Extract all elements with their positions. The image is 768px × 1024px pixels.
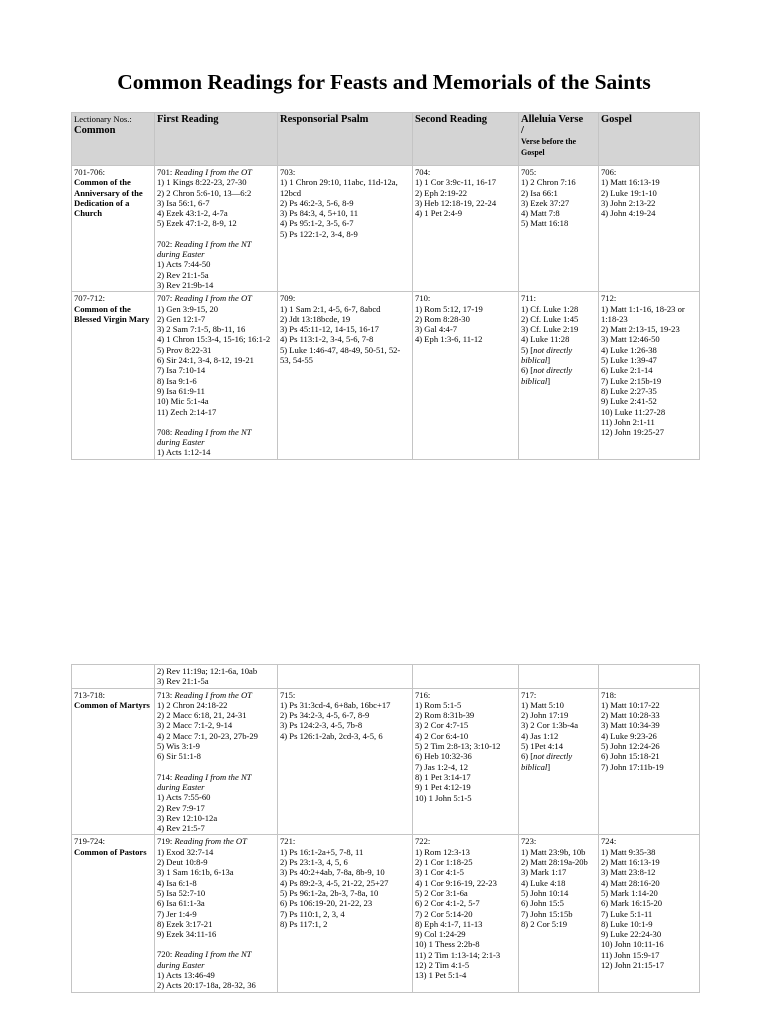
reading-line: 723:: [521, 836, 537, 847]
cell-second-reading: [413, 292, 519, 459]
reading-heading-line: [157, 239, 275, 260]
reading-line: 6) Isa 61:1-3a: [157, 898, 205, 909]
reading-type-label: Reading I from the OT: [174, 689, 252, 700]
reading-line: 9) Ezek 34:11-16: [157, 929, 217, 940]
reading-number: 720:: [157, 949, 175, 960]
reading-line: 4) 2 Cor 6:4-10: [415, 730, 469, 741]
reading-line: 3) Matt 23:8-12: [601, 867, 656, 878]
cell-first-reading: [155, 292, 278, 459]
reading-line: 1) Rom 5:1-5: [415, 699, 462, 710]
reading-line: 10) John 10:11-16: [601, 939, 664, 950]
common-numbers: 707-712:: [74, 293, 106, 304]
reading-line: 721:: [280, 836, 296, 847]
reading-number: 714:: [157, 771, 175, 782]
reading-line: 6) Ps 106:19-20, 21-22, 23: [280, 898, 373, 909]
reading-line: 2) Matt 28:19a-20b: [521, 857, 588, 868]
cell-psalm: [278, 835, 413, 992]
reading-line: 1) Matt 5:10: [521, 699, 564, 710]
reading-line: 2) Ps 34:2-3, 4-5, 6-7, 8-9: [280, 710, 370, 721]
reading-line: 705:: [521, 167, 537, 177]
reading-line: 2) Gen 12:1-7: [157, 313, 206, 324]
reading-type-label: Reading I from the OT: [174, 293, 252, 304]
header-psalm: Responsorial Psalm: [278, 113, 413, 166]
reading-line: 4) Matt 7:8: [521, 208, 560, 219]
reading-line: 4) Isa 6:1-8: [157, 877, 197, 888]
reading-line: 2) Rev 7:9-17: [157, 802, 205, 813]
cell-psalm: [278, 166, 413, 292]
spacer: [157, 939, 275, 949]
reading-line: 709:: [280, 293, 296, 304]
reading-line: 4) 1 Cor 9:16-19, 22-23: [415, 877, 497, 888]
reading-heading-line: [157, 836, 275, 846]
reading-line: 7) 2 Cor 5:14-20: [415, 908, 473, 919]
reading-line: 8) Ezek 3:17-21: [157, 918, 213, 929]
reading-line: 4) Ps 126:1-2ab, 2cd-3, 4-5, 6: [280, 730, 383, 741]
reading-line: 5) Ezek 47:1-2, 8-9, 12: [157, 218, 237, 229]
reading-line: 4) Eph 1:3-6, 11-12: [415, 334, 483, 345]
reading-line: 2) 1 Cor 1:18-25: [415, 857, 473, 868]
reading-line: 6) Mark 16:15-20: [601, 898, 663, 909]
reading-line: 1) Matt 10:17-22: [601, 699, 660, 710]
cell-gospel: [599, 835, 700, 992]
table-row-continued: [72, 665, 700, 689]
reading-line: 704:: [415, 167, 431, 177]
reading-line: 2) Rom 8:31b-39: [415, 710, 475, 721]
reading-number: 708:: [157, 426, 175, 437]
reading-line: 8) Isa 9:1-6: [157, 375, 197, 386]
reading-line: 3) Ps 84:3, 4, 5+10, 11: [280, 208, 359, 219]
reading-line: 711:: [521, 293, 536, 304]
reading-line: 10) Luke 11:27-28: [601, 406, 666, 417]
cell-alleluia: [519, 166, 599, 292]
reading-line: 9) Col 1:24-29: [415, 929, 466, 940]
table-row: [72, 292, 700, 459]
reading-heading-line: [157, 949, 275, 970]
reading-line: 3) Matt 10:34-39: [601, 720, 660, 731]
reading-line: 7) Isa 7:10-14: [157, 365, 206, 376]
cell-second-reading: [413, 166, 519, 292]
reading-line: 722:: [415, 836, 431, 847]
reading-line: 12) 2 Tim 4:1-5: [415, 960, 470, 971]
reading-line: 1) Ps 16:1-2a+5, 7-8, 11: [280, 846, 364, 857]
reading-type-label: Reading I from the NT during Easter: [157, 238, 254, 260]
reading-line: 7) John 15:15b: [521, 908, 573, 919]
reading-number: 719:: [157, 836, 175, 847]
reading-line: 6) [not directly biblical]: [521, 751, 575, 772]
reading-line: 718:: [601, 689, 617, 700]
reading-line: 5) 1Pet 4:14: [521, 741, 564, 752]
reading-line: 8) 2 Cor 5:19: [521, 918, 568, 929]
reading-line: 9) 1 Pet 4:12-19: [415, 782, 471, 793]
reading-number: 713:: [157, 689, 175, 700]
reading-line: 3) Ps 124:2-3, 4-5, 7b-8: [280, 720, 363, 731]
reading-line: 5) Luke 1:39-47: [601, 355, 657, 366]
cell-common: [72, 665, 155, 689]
reading-line: 717:: [521, 689, 537, 700]
reading-line: 7) Jas 1:2-4, 12: [415, 761, 468, 772]
readings-table-top: [71, 112, 700, 460]
reading-line: 3) 2 Macc 7:1-2, 9-14: [157, 720, 233, 731]
reading-line: 1) Rom 12:3-13: [415, 846, 470, 857]
reading-line: 3) Rev 21:1-5a: [157, 676, 209, 687]
header-common: [72, 113, 155, 166]
reading-line: 3) 2 Sam 7:1-5, 8b-11, 16: [157, 324, 246, 335]
spacer: [157, 417, 275, 427]
common-numbers: 719-724:: [74, 836, 106, 847]
reading-line: 5) [not directly biblical]: [521, 344, 575, 366]
reading-line: 7) Luke 5:1-11: [601, 908, 653, 919]
reading-line: 4) Ezek 43:1-2, 4-7a: [157, 208, 228, 219]
reading-line: 706:: [601, 167, 617, 177]
table-row: [72, 835, 700, 992]
reading-line: 6) Sir 24:1, 3-4, 8-12, 19-21: [157, 355, 254, 366]
reading-line: 710:: [415, 293, 431, 304]
cell-gospel: [599, 166, 700, 292]
reading-line: 5) Wis 3:1-9: [157, 741, 200, 752]
reading-line: 9) Luke 22:24-30: [601, 929, 662, 940]
common-name: Common of the Anniversary of the Dedication of a Church: [74, 177, 143, 219]
reading-line: 4) 1 Pet 2:4-9: [415, 208, 463, 219]
reading-line: 4) Rev 21:5-7: [157, 823, 205, 834]
common-numbers: 701-706:: [74, 167, 106, 177]
reading-line: 6) Sir 51:1-8: [157, 751, 201, 762]
reading-line: 3) Rev 21:9b-14: [157, 279, 214, 290]
reading-line: 3) Mark 1:17: [521, 867, 567, 878]
reading-line: 3) John 2:13-22: [601, 197, 656, 208]
reading-line: 4) Luke 1:26-38: [601, 344, 657, 355]
italic-note: not directly biblical: [521, 365, 575, 386]
cell-common: [72, 688, 155, 835]
header-first-reading: First Reading: [155, 113, 278, 166]
reading-line: 3) Rev 12:10-12a: [157, 812, 218, 823]
reading-line: 703:: [280, 167, 296, 177]
reading-line: 5) 2 Tim 2:8-13; 3:10-12: [415, 741, 501, 752]
reading-line: 1) Gen 3:9-15, 20: [157, 303, 219, 314]
header-alleluia-sub: Verse before the Gospel: [521, 137, 577, 157]
reading-line: 1) Acts 1:12-14: [157, 447, 211, 458]
reading-line: 5) John 10:14: [521, 887, 569, 898]
reading-line: 4) Luke 9:23-26: [601, 730, 657, 741]
reading-line: 4) Jas 1:12: [521, 730, 559, 741]
reading-line: 2) Jdt 13:18bcde, 19: [280, 313, 351, 324]
reading-heading-line: [157, 293, 275, 303]
reading-line: 4) Ps 89:2-3, 4-5, 21-22, 25+27: [280, 877, 389, 888]
reading-line: 1) 2 Chron 7:16: [521, 177, 576, 188]
reading-line: 8) Eph 4:1-7, 11-13: [415, 918, 483, 929]
readings-table-bottom: [71, 664, 700, 993]
reading-line: 1) 1 Cor 3:9c-11, 16-17: [415, 177, 497, 188]
reading-line: 11) John 2:1-11: [601, 416, 655, 427]
reading-heading-line: [157, 772, 275, 793]
cell-first-reading: [155, 166, 278, 292]
reading-line: 10) 1 Thess 2:2b-8: [415, 939, 480, 950]
reading-type-label: Reading I from the NT during Easter: [157, 771, 254, 792]
cell-common: [72, 166, 155, 292]
reading-heading-line: [157, 690, 275, 700]
reading-line: 8) Luke 10:1-9: [601, 918, 653, 929]
cell-psalm: [278, 688, 413, 835]
reading-line: 3) 1 Sam 16:1b, 6-13a: [157, 867, 234, 878]
reading-line: 2) 2 Chron 5:6-10, 13—6:2: [157, 187, 252, 198]
reading-line: 4) Matt 28:16-20: [601, 877, 660, 888]
reading-line: 2) Rev 21:1-5a: [157, 269, 209, 280]
reading-line: 2) Acts 20:17-18a, 28-32, 36: [157, 980, 256, 991]
reading-line: 4) Luke 4:18: [521, 877, 566, 888]
reading-line: 3) Matt 12:46-50: [601, 334, 660, 345]
cell-second-reading: [413, 665, 519, 689]
reading-line: 2) Cf. Luke 1:45: [521, 313, 579, 324]
cell-alleluia: [519, 665, 599, 689]
reading-line: 3) Cf. Luke 2:19: [521, 324, 579, 335]
header-second-reading: Second Reading: [413, 113, 519, 166]
cell-gospel: [599, 688, 700, 835]
reading-line: 11) 2 Tim 1:13-14; 2:1-3: [415, 949, 501, 960]
reading-line: 11) John 15:9-17: [601, 949, 660, 960]
reading-line: 712:: [601, 293, 617, 304]
reading-line: 3) Ezek 37:27: [521, 197, 570, 208]
table-row: [72, 688, 700, 835]
cell-psalm: [278, 292, 413, 459]
reading-line: 1) 1 Chron 29:10, 11abc, 11d-12a, 12bcd: [280, 177, 400, 198]
reading-line: 1) Acts 13:46-49: [157, 970, 215, 981]
common-name: Common of the Blessed Virgin Mary: [74, 303, 150, 324]
reading-heading-line: [157, 427, 275, 448]
reading-line: 3) Isa 56:1, 6-7: [157, 197, 210, 208]
reading-line: 7) Ps 110:1, 2, 3, 4: [280, 908, 345, 919]
reading-type-label: Reading I from the OT: [174, 167, 252, 177]
table-row: [72, 166, 700, 292]
reading-line: 10) Mic 5:1-4a: [157, 396, 209, 407]
cell-alleluia: [519, 688, 599, 835]
reading-line: 3) Ps 40:2+4ab, 7-8a, 8b-9, 10: [280, 867, 385, 878]
reading-line: 5) Matt 16:18: [521, 218, 569, 229]
reading-line: 2) Matt 2:13-15, 19-23: [601, 324, 680, 335]
reading-line: 1) Exod 32:7-14: [157, 846, 214, 857]
reading-line: 3) Ps 45:11-12, 14-15, 16-17: [280, 324, 379, 335]
cell-first-reading: [155, 835, 278, 992]
reading-line: 5) Luke 1:46-47, 48-49, 50-51, 52-53, 54-55: [280, 344, 401, 366]
cell-psalm: [278, 665, 413, 689]
reading-line: 1) 1 Kings 8:22-23, 27-30: [157, 177, 247, 188]
reading-line: 1) Matt 1:1-16, 18-23 or 1:18-23: [601, 303, 687, 324]
reading-line: 1) 2 Chron 24:18-22: [157, 699, 228, 710]
reading-line: 1) Rom 5:12, 17-19: [415, 303, 483, 314]
table-header-row: [72, 113, 700, 166]
reading-line: 2) 2 Macc 6:18, 21, 24-31: [157, 710, 247, 721]
header-alleluia: [519, 113, 599, 166]
reading-line: 2) Eph 2:19-22: [415, 187, 468, 198]
reading-line: 2) John 17:19: [521, 710, 569, 721]
reading-line: 4) Luke 11:28: [521, 334, 570, 345]
spacer: [157, 229, 275, 239]
header-lectionary-label: Lectionary Nos.:: [74, 114, 132, 124]
reading-line: 716:: [415, 689, 431, 700]
common-numbers: 713-718:: [74, 689, 106, 700]
reading-line: 715:: [280, 689, 296, 700]
cell-alleluia: [519, 835, 599, 992]
reading-line: 4) 2 Macc 7:1, 20-23, 27b-29: [157, 730, 258, 741]
reading-line: 5) Isa 52:7-10: [157, 887, 206, 898]
common-name: Common of Martyrs: [74, 699, 150, 710]
reading-line: 1) Matt 9:35-38: [601, 846, 656, 857]
reading-line: 1) Matt 23:9b, 10b: [521, 846, 586, 857]
reading-type-label: Reading I from the NT during Easter: [157, 949, 254, 970]
cell-second-reading: [413, 688, 519, 835]
reading-line: 7) Jer 1:4-9: [157, 908, 197, 919]
reading-line: 1) Matt 16:13-19: [601, 177, 660, 188]
reading-line: 5) 2 Cor 3:1-6a: [415, 887, 468, 898]
reading-line: 5) John 12:24-26: [601, 741, 660, 752]
cell-gospel: [599, 292, 700, 459]
reading-line: 7) Luke 2:15b-19: [601, 375, 662, 386]
reading-line: 5) Mark 1:14-20: [601, 887, 658, 898]
header-alleluia-label: Alleluia Verse: [521, 114, 584, 125]
cell-gospel: [599, 665, 700, 689]
reading-line: 4) John 4:19-24: [601, 208, 656, 219]
reading-line: 6) John 15:5: [521, 898, 564, 909]
reading-line: 1) Acts 7:55-60: [157, 792, 211, 803]
reading-line: 2) Matt 16:13-19: [601, 857, 660, 868]
reading-line: 2) Ps 23:1-3, 4, 5, 6: [280, 857, 348, 868]
reading-line: 13) 1 Pet 5:1-4: [415, 970, 467, 981]
reading-line: 3) Gal 4:4-7: [415, 324, 458, 335]
reading-line: 2) Rev 11:19a; 12:1-6a, 10ab: [157, 666, 258, 676]
reading-number: 707:: [157, 293, 175, 304]
reading-line: 3) Heb 12:18-19, 22-24: [415, 197, 497, 208]
cell-first-reading: [155, 688, 278, 835]
cell-second-reading: [413, 835, 519, 992]
reading-line: 6) John 15:18-21: [601, 751, 660, 762]
reading-line: 9) Isa 61:9-11: [157, 385, 205, 396]
spacer: [157, 762, 275, 772]
reading-line: 1) 1 Sam 2:1, 4-5, 6-7, 8abcd: [280, 303, 381, 314]
reading-number: 702:: [157, 238, 175, 249]
header-common-label: Common: [74, 125, 116, 136]
reading-line: 4) Ps 113:1-2, 3-4, 5-6, 7-8: [280, 334, 374, 345]
reading-type-label: Reading I from the NT during Easter: [157, 426, 254, 448]
reading-number: 701:: [157, 167, 175, 177]
reading-line: 2) Ps 46:2-3, 5-6, 8-9: [280, 197, 354, 208]
reading-line: 3) 1 Cor 4:1-5: [415, 867, 464, 878]
cell-alleluia: [519, 292, 599, 459]
page-title: Common Readings for Feasts and Memorials of the Saints: [117, 70, 651, 94]
reading-line: 12) John 21:15-17: [601, 960, 665, 971]
reading-line: 6) [not directly biblical]: [521, 365, 575, 386]
reading-line: 4) 1 Chron 15:3-4, 15-16; 16:1-2: [157, 334, 271, 345]
reading-line: 3) 2 Cor 4:7-15: [415, 720, 469, 731]
reading-line: 2) Matt 10:28-33: [601, 710, 660, 721]
reading-line: 4) Ps 95:1-2, 3-5, 6-7: [280, 218, 354, 229]
reading-line: 10) 1 John 5:1-5: [415, 792, 472, 803]
cell-common: [72, 835, 155, 992]
reading-heading-line: [157, 167, 275, 177]
reading-line: 9) Luke 2:41-52: [601, 396, 657, 407]
reading-line: 6) 2 Cor 4:1-2, 5-7: [415, 898, 480, 909]
reading-line: 8) 1 Pet 3:14-17: [415, 771, 471, 782]
reading-line: 8) Ps 117:1, 2: [280, 918, 328, 929]
reading-line: 1) Cf. Luke 1:28: [521, 303, 579, 314]
reading-line: 11) Zech 2:14-17: [157, 406, 217, 417]
reading-line: 2) Isa 66:1: [521, 187, 558, 198]
reading-line: 5) Prov 8:22-31: [157, 344, 212, 355]
reading-line: 7) John 17:11b-19: [601, 761, 664, 772]
italic-note: not directly biblical: [521, 751, 575, 772]
header-alleluia-slash: /: [521, 125, 524, 136]
cell-common: [72, 292, 155, 459]
reading-line: 2) Luke 19:1-10: [601, 187, 657, 198]
reading-line: 3) 2 Cor 1:3b-4a: [521, 720, 579, 731]
reading-line: 2) Rom 8:28-30: [415, 313, 470, 324]
reading-line: 6) Luke 2:1-14: [601, 365, 653, 376]
reading-line: 12) John 19:25-27: [601, 427, 665, 438]
reading-line: 724:: [601, 836, 617, 847]
reading-line: 8) Luke 2:27-35: [601, 385, 657, 396]
reading-line: 5) Ps 122:1-2, 3-4, 8-9: [280, 228, 358, 239]
reading-line: 6) Heb 10:32-36: [415, 751, 472, 762]
italic-note: not directly biblical: [521, 344, 575, 366]
reading-line: 5) Ps 96:1-2a, 2b-3, 7-8a, 10: [280, 887, 379, 898]
cell-first-reading: [155, 665, 278, 689]
reading-line: 1) Ps 31:3cd-4, 6+8ab, 16bc+17: [280, 699, 391, 710]
header-gospel: Gospel: [599, 113, 700, 166]
reading-type-label: Reading from the OT: [174, 836, 247, 847]
reading-line: 1) Acts 7:44-50: [157, 259, 211, 270]
common-name: Common of Pastors: [74, 846, 147, 857]
reading-line: 2) Deut 10:8-9: [157, 857, 208, 868]
